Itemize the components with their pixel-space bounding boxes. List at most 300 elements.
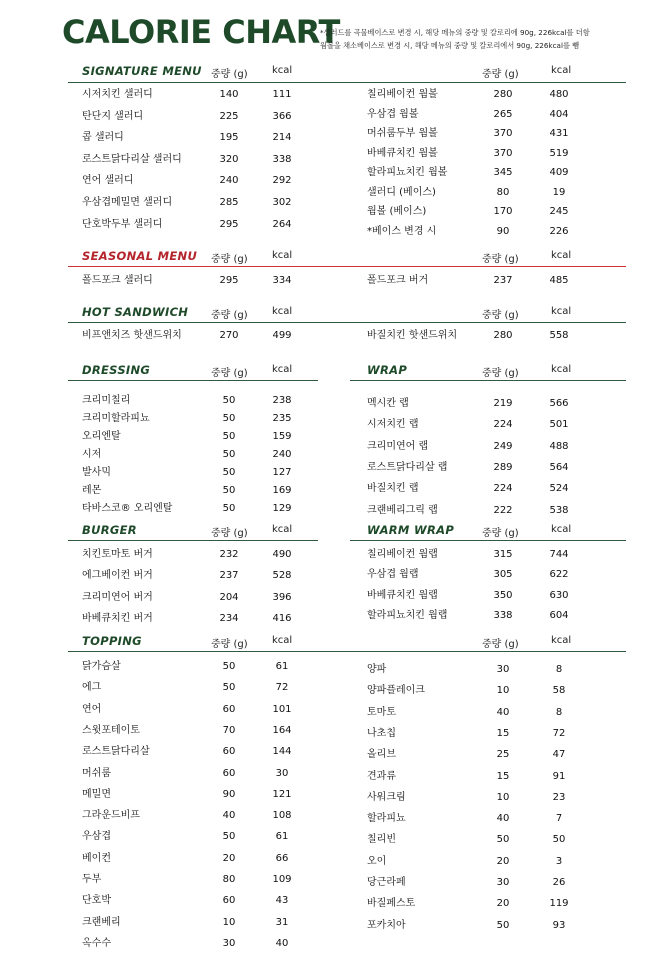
item-kcal: 31 [275, 916, 289, 928]
item-name: 그라운드비프 [82, 810, 140, 822]
item-weight: 70 [222, 724, 236, 736]
item-weight: 60 [222, 895, 236, 907]
item-kcal: 622 [549, 569, 569, 581]
menu-row [367, 438, 627, 456]
item-weight: 265 [493, 108, 513, 120]
item-kcal: 338 [272, 153, 292, 165]
section-title: WARM WRAP [367, 523, 455, 537]
menu-row [82, 658, 342, 676]
menu-row [367, 661, 627, 679]
item-weight: 240 [219, 175, 239, 187]
item-name: 할라피뇨 [367, 813, 406, 825]
section-title: BURGER [82, 523, 137, 537]
item-kcal: 538 [549, 504, 569, 516]
item-weight: 10 [496, 791, 510, 803]
item-weight: 20 [496, 855, 510, 867]
item-kcal: 129 [272, 503, 292, 514]
menu-row [367, 725, 627, 743]
item-kcal: 566 [549, 398, 569, 409]
item-weight: 280 [493, 330, 513, 341]
kcal-header: kcal [551, 635, 572, 646]
item-weight: 204 [219, 591, 239, 603]
item-name: 머쉬룸 [82, 767, 111, 779]
item-kcal: 499 [272, 330, 292, 341]
menu-row [82, 786, 342, 804]
item-weight: 315 [493, 549, 513, 560]
item-name: 칠리베이컨 웜볼 [367, 89, 438, 100]
item-kcal: 119 [549, 898, 569, 910]
item-weight: 90 [222, 788, 236, 800]
item-kcal: 144 [272, 746, 292, 758]
item-kcal: 404 [549, 108, 569, 120]
menu-row [367, 566, 627, 584]
item-name: 바베큐치킨 버거 [82, 612, 153, 624]
base-change-note [320, 26, 590, 52]
item-name: 올리브 [367, 749, 396, 761]
weight-header: 중량 (g) [482, 69, 519, 80]
item-kcal: 23 [552, 791, 566, 803]
menu-row [367, 416, 627, 434]
item-weight: 50 [222, 413, 236, 424]
item-name: 비프앤치즈 핫샌드위치 [82, 330, 182, 341]
menu-row [367, 895, 627, 913]
item-name: 시저치킨 샐러디 [82, 89, 153, 100]
item-weight: 50 [222, 395, 236, 406]
item-name: 우삼겹 웜랩 [367, 569, 419, 581]
note-line: *샐러드를 곡물베이스로 변경 시, 해당 메뉴의 중량 및 칼로리에 90g, 226kcal를 더함 [320, 28, 590, 37]
item-kcal: 50 [552, 834, 566, 846]
menu-row [82, 610, 342, 628]
item-kcal: 485 [549, 275, 569, 286]
menu-row [82, 410, 342, 428]
item-kcal: 169 [272, 485, 292, 496]
item-kcal: 528 [272, 570, 292, 582]
item-kcal: 366 [272, 110, 292, 122]
menu-row [82, 194, 342, 212]
item-name: 치킨토마토 버거 [82, 549, 153, 560]
item-kcal: 245 [549, 206, 569, 217]
menu-row [367, 831, 627, 849]
item-kcal: 19 [552, 186, 566, 198]
item-weight: 224 [493, 419, 513, 431]
item-kcal: 66 [275, 852, 289, 864]
item-kcal: 558 [549, 330, 569, 341]
menu-row [82, 743, 342, 761]
section-title: HOT SANDWICH [82, 305, 189, 319]
item-kcal: 111 [272, 89, 292, 100]
item-kcal: 47 [552, 749, 566, 761]
item-name: 시저 [82, 449, 102, 460]
menu-row [367, 746, 627, 764]
weight-header: 중량 (g) [211, 528, 248, 539]
item-name: 로스트닭다리살 랩 [367, 461, 448, 473]
item-weight: 289 [493, 461, 513, 473]
weight-header: 중량 (g) [482, 254, 519, 265]
menu-row [82, 567, 342, 585]
item-name: 베이컨 [82, 852, 111, 864]
item-weight: 90 [496, 225, 510, 237]
item-kcal: 43 [275, 895, 289, 907]
item-name: 사워크림 [367, 791, 406, 803]
item-kcal: 524 [549, 483, 569, 495]
item-name: 포카치아 [367, 919, 406, 931]
weight-header: 중량 (g) [482, 310, 519, 321]
menu-row [367, 327, 627, 345]
item-weight: 219 [493, 398, 513, 409]
item-weight: 10 [222, 916, 236, 928]
item-weight: 15 [496, 770, 510, 782]
item-kcal: 235 [272, 413, 292, 424]
item-weight: 30 [222, 937, 236, 949]
item-name: 양파플레이크 [367, 685, 425, 697]
item-name: 로스트닭다리살 [82, 746, 150, 758]
item-name: 멕시칸 랩 [367, 398, 409, 409]
kcal-header: kcal [272, 250, 293, 261]
section-title: SEASONAL MENU [82, 249, 198, 263]
item-weight: 50 [222, 831, 236, 843]
item-name: 당근라페 [367, 877, 406, 888]
item-name: 견과류 [367, 770, 396, 782]
item-name: 크리미연어 랩 [367, 440, 429, 452]
menu-row [367, 125, 627, 143]
item-kcal: 30 [275, 767, 289, 779]
menu-row [367, 395, 627, 413]
item-kcal: 416 [272, 612, 292, 624]
item-kcal: 630 [549, 589, 569, 601]
menu-row [82, 327, 342, 345]
menu-row [82, 428, 342, 446]
item-weight: 50 [222, 682, 236, 694]
weight-header: 중량 (g) [482, 368, 519, 379]
item-kcal: 127 [272, 467, 292, 478]
item-kcal: 519 [549, 147, 569, 159]
kcal-header: kcal [551, 65, 572, 76]
item-name: 바질치킨 랩 [367, 483, 419, 495]
menu-row [367, 502, 627, 520]
item-kcal: 334 [272, 275, 292, 286]
item-weight: 50 [222, 449, 236, 460]
item-kcal: 109 [272, 874, 292, 885]
item-weight: 249 [493, 440, 513, 452]
menu-row [367, 917, 627, 935]
item-kcal: 8 [555, 706, 563, 718]
item-name: 발사믹 [82, 467, 111, 478]
note-line: 웜볼을 채소베이스로 변경 시, 해당 메뉴의 중량 및 칼로리에서 90g, 226kcal를 뺌 [320, 41, 580, 50]
section-title: SIGNATURE MENU [82, 64, 202, 78]
menu-row [82, 871, 342, 889]
page-title: CALORIE CHART [62, 13, 340, 51]
item-name: 할라피뇨치킨 웜볼 [367, 167, 448, 178]
kcal-header: kcal [272, 524, 293, 535]
item-name: 바질페스토 [367, 898, 416, 910]
menu-row [82, 935, 342, 953]
section-title: WRAP [367, 363, 408, 377]
item-weight: 20 [496, 898, 510, 910]
item-weight: 320 [219, 153, 239, 165]
weight-header: 중량 (g) [482, 528, 519, 539]
item-weight: 40 [496, 706, 510, 718]
kcal-header: kcal [272, 306, 293, 317]
item-name: 로스트닭다리살 샐러디 [82, 153, 182, 165]
item-name: 에그 [82, 682, 102, 694]
item-weight: 285 [219, 197, 239, 208]
kcal-header: kcal [272, 65, 293, 76]
menu-row [82, 679, 342, 697]
item-name: 레몬 [82, 485, 102, 496]
item-name: 양파 [367, 664, 387, 675]
item-weight: 295 [219, 218, 239, 230]
menu-row [367, 145, 627, 163]
menu-row [367, 86, 627, 104]
item-weight: 50 [496, 919, 510, 931]
section-divider [68, 82, 626, 83]
item-name: 크랜베리그릭 랩 [367, 504, 438, 516]
item-name: 시저치킨 랩 [367, 419, 419, 431]
kcal-header: kcal [272, 635, 293, 646]
item-name: 크리미칠리 [82, 395, 131, 406]
item-name: 오이 [367, 855, 387, 867]
item-name: 크리미할라피뇨 [82, 413, 150, 424]
menu-row [367, 789, 627, 807]
item-kcal: 61 [275, 661, 289, 672]
item-name: 크리미연어 버거 [82, 591, 153, 603]
item-kcal: 72 [552, 727, 566, 739]
item-name: 두부 [82, 874, 102, 885]
menu-row [82, 216, 342, 234]
item-kcal: 8 [555, 664, 563, 675]
item-name: 오리엔탈 [82, 431, 121, 442]
menu-row [367, 164, 627, 182]
item-weight: 60 [222, 703, 236, 715]
item-weight: 25 [496, 749, 510, 761]
item-name: 바베큐치킨 웜볼 [367, 147, 438, 159]
menu-row [367, 810, 627, 828]
item-name: 탄단지 샐러디 [82, 110, 144, 122]
menu-row [82, 86, 342, 104]
menu-row [82, 129, 342, 147]
item-kcal: 40 [275, 937, 289, 949]
item-weight: 50 [222, 467, 236, 478]
item-kcal: 7 [555, 813, 563, 825]
item-kcal: 91 [552, 770, 566, 782]
item-kcal: 501 [549, 419, 569, 431]
item-kcal: 214 [272, 132, 292, 144]
item-weight: 222 [493, 504, 513, 516]
item-kcal: 604 [549, 609, 569, 621]
item-name: 바베큐치킨 웜랩 [367, 589, 438, 601]
item-kcal: 3 [555, 855, 563, 867]
item-name: 단호박 [82, 895, 111, 907]
item-weight: 60 [222, 767, 236, 779]
item-kcal: 61 [275, 831, 289, 843]
menu-row [367, 106, 627, 124]
menu-row [82, 914, 342, 932]
item-kcal: 302 [272, 197, 292, 208]
item-name: 머쉬룸두부 웜볼 [367, 128, 438, 139]
item-kcal: 164 [272, 724, 292, 736]
menu-row [82, 807, 342, 825]
item-name: 칠리베이컨 웜랩 [367, 549, 438, 560]
item-weight: 224 [493, 483, 513, 495]
item-weight: 295 [219, 275, 239, 286]
item-weight: 50 [222, 503, 236, 514]
item-kcal: 490 [272, 549, 292, 560]
item-name: 크랜베리 [82, 916, 121, 928]
item-kcal: 480 [549, 89, 569, 100]
menu-row [82, 392, 342, 410]
item-name: 웜볼 (베이스) [367, 206, 427, 217]
kcal-header: kcal [551, 364, 572, 375]
item-kcal: 121 [272, 788, 292, 800]
section-divider [350, 380, 626, 381]
kcal-header: kcal [272, 364, 293, 375]
menu-row [367, 607, 627, 625]
menu-row [82, 828, 342, 846]
item-name: 폴드포크 버거 [367, 275, 429, 286]
item-weight: 225 [219, 110, 239, 122]
menu-row [367, 203, 627, 221]
menu-row [367, 853, 627, 871]
section-divider [68, 540, 318, 541]
section-divider [68, 651, 626, 652]
weight-header: 중량 (g) [211, 69, 248, 80]
weight-header: 중량 (g) [482, 639, 519, 650]
item-name: 스윗포테이토 [82, 724, 140, 736]
item-kcal: 488 [549, 440, 569, 452]
item-weight: 60 [222, 746, 236, 758]
item-name: 칠리빈 [367, 834, 396, 846]
item-weight: 80 [496, 186, 510, 198]
item-kcal: 396 [272, 591, 292, 603]
section-title: TOPPING [82, 634, 142, 648]
item-kcal: 58 [552, 685, 566, 697]
item-weight: 195 [219, 132, 239, 144]
kcal-header: kcal [551, 306, 572, 317]
item-weight: 15 [496, 727, 510, 739]
item-name: 연어 [82, 703, 102, 715]
item-weight: 50 [222, 485, 236, 496]
item-weight: 30 [496, 877, 510, 888]
item-name: 나초칩 [367, 727, 396, 739]
item-kcal: 264 [272, 218, 292, 230]
item-name: 우삼겹 웜볼 [367, 108, 419, 120]
item-kcal: 93 [552, 919, 566, 931]
menu-row [82, 701, 342, 719]
item-kcal: 564 [549, 461, 569, 473]
item-weight: 50 [222, 431, 236, 442]
item-name: 에그베이컨 버거 [82, 570, 153, 582]
item-kcal: 26 [552, 877, 566, 888]
menu-row [82, 272, 342, 290]
menu-row [367, 184, 627, 202]
item-kcal: 108 [272, 810, 292, 822]
item-name: 옥수수 [82, 937, 111, 949]
menu-row [367, 682, 627, 700]
menu-row [367, 223, 627, 241]
item-kcal: 226 [549, 225, 569, 237]
menu-row [367, 874, 627, 892]
section-divider [350, 540, 626, 541]
item-name: 할라피뇨치킨 웜랩 [367, 609, 448, 621]
section-title: DRESSING [82, 363, 151, 377]
item-weight: 140 [219, 89, 239, 100]
menu-row [82, 722, 342, 740]
menu-row [367, 480, 627, 498]
menu-row [82, 482, 342, 500]
section-divider [68, 380, 318, 381]
weight-header: 중량 (g) [211, 368, 248, 379]
menu-row [82, 446, 342, 464]
menu-row [82, 850, 342, 868]
item-name: *베이스 변경 시 [367, 225, 437, 237]
item-weight: 170 [493, 206, 513, 217]
item-weight: 237 [493, 275, 513, 286]
weight-header: 중량 (g) [211, 639, 248, 650]
item-name: 콥 샐러디 [82, 132, 124, 144]
menu-row [367, 459, 627, 477]
kcal-header: kcal [551, 250, 572, 261]
item-weight: 370 [493, 147, 513, 159]
item-weight: 20 [222, 852, 236, 864]
item-name: 폴드포크 샐러디 [82, 275, 153, 286]
item-kcal: 240 [272, 449, 292, 460]
menu-row [82, 765, 342, 783]
menu-row [82, 172, 342, 190]
section-divider [68, 322, 626, 323]
item-name: 메밀면 [82, 788, 111, 800]
item-weight: 50 [496, 834, 510, 846]
item-weight: 40 [222, 810, 236, 822]
menu-row [82, 589, 342, 607]
menu-row [367, 587, 627, 605]
item-weight: 270 [219, 330, 239, 341]
item-kcal: 159 [272, 431, 292, 442]
weight-header: 중량 (g) [211, 254, 248, 265]
item-kcal: 72 [275, 682, 289, 694]
item-weight: 80 [222, 874, 236, 885]
item-weight: 30 [496, 664, 510, 675]
menu-row [82, 464, 342, 482]
item-name: 우삼겹메밀면 샐러디 [82, 197, 173, 208]
item-weight: 370 [493, 128, 513, 139]
item-weight: 50 [222, 661, 236, 672]
item-name: 연어 샐러디 [82, 175, 134, 187]
item-name: 타바스코® 오리엔탈 [82, 503, 173, 514]
menu-row [367, 704, 627, 722]
weight-header: 중량 (g) [211, 310, 248, 321]
kcal-header: kcal [551, 524, 572, 535]
item-weight: 10 [496, 685, 510, 697]
section-divider [68, 266, 626, 267]
item-weight: 40 [496, 813, 510, 825]
item-kcal: 292 [272, 175, 292, 187]
item-weight: 232 [219, 549, 239, 560]
menu-row [82, 108, 342, 126]
item-weight: 237 [219, 570, 239, 582]
item-name: 우삼겹 [82, 831, 111, 843]
menu-row [367, 272, 627, 290]
item-name: 단호박두부 샐러디 [82, 218, 163, 230]
item-kcal: 744 [549, 549, 569, 560]
menu-row [82, 151, 342, 169]
item-kcal: 431 [549, 128, 569, 139]
menu-row [82, 500, 342, 518]
item-name: 샐러디 (베이스) [367, 186, 436, 198]
menu-row [367, 546, 627, 564]
item-kcal: 238 [272, 395, 292, 406]
menu-row [82, 546, 342, 564]
item-weight: 305 [493, 569, 513, 581]
